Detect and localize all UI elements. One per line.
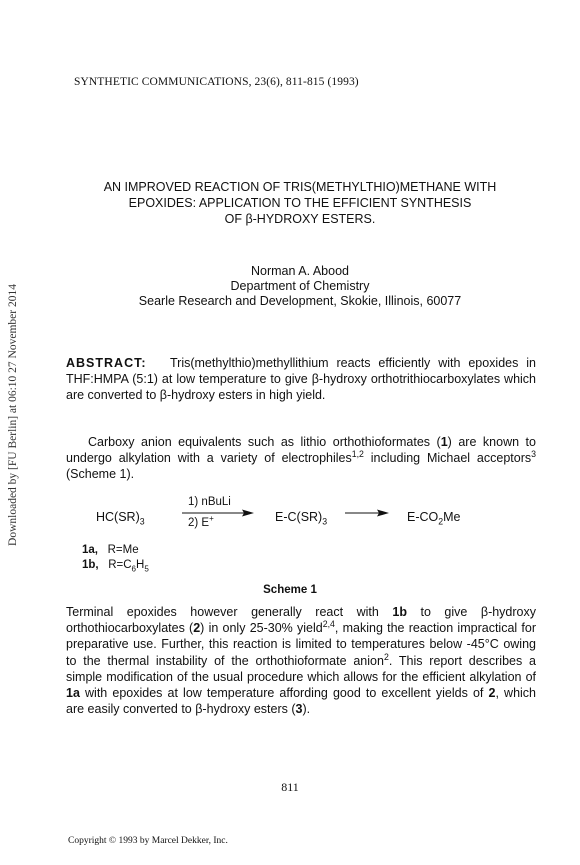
definition-text: H: [136, 559, 145, 571]
definition-text: R=Me: [107, 544, 139, 556]
citation-superscript: 3: [531, 449, 536, 460]
copyright-notice: Copyright © 1993 by Marcel Dekker, Inc.: [68, 836, 228, 846]
scheme-reactant: [96, 510, 145, 527]
abstract-label: ABSTRACT:: [66, 356, 147, 370]
body-text: Terminal epoxides however generally react with: [66, 605, 393, 619]
product-formula-tail: Me: [443, 510, 461, 524]
scheme-intermediate: [275, 510, 328, 527]
definition-1a: [82, 544, 139, 556]
compound-ref: 2: [193, 621, 201, 636]
title-line-1: AN IMPROVED REACTION OF TRIS(METHYLTHIO)METHANE WITH: [103, 180, 497, 194]
body-paragraph: [66, 604, 536, 717]
journal-citation: SYNTHETIC COMMUNICATIONS, 23(6), 811-815 (1993): [74, 76, 359, 88]
compound-ref: 1: [440, 435, 448, 449]
body-text: ).: [302, 702, 311, 717]
reagent-step-2-charge: +: [209, 514, 214, 524]
product-formula: E-CO: [407, 510, 439, 524]
product-subscript: 2: [438, 516, 444, 527]
intro-paragraph: [66, 434, 536, 483]
citation-superscript: 2: [383, 651, 389, 662]
reagent-step-2: [188, 514, 214, 529]
body-text: with epoxides at low temperature affording good to excellent yields of: [79, 686, 489, 701]
reagent-step-1: 1) nBuLi: [188, 496, 231, 508]
compound-ref: 3: [295, 702, 303, 717]
body-text: ) in only 25-30% yield: [200, 621, 323, 636]
intro-text: (Scheme 1).: [66, 467, 135, 482]
download-watermark: [6, 215, 20, 615]
reagent-step-2-text: 2) E: [188, 517, 210, 529]
formula-subscript: 6: [131, 564, 137, 574]
compound-ref: 1a: [66, 686, 80, 701]
author-dept: Department of Chemistry: [230, 279, 370, 293]
body-text: , which are easily converted to β-hydroxy esters (: [66, 686, 536, 717]
scheme-caption: Scheme 1: [263, 584, 317, 596]
title-line-2: EPOXIDES: APPLICATION TO THE EFFICIENT SYNTHESIS: [128, 196, 472, 210]
formula-subscript: 5: [144, 564, 149, 574]
compound-id: 1b,: [82, 559, 99, 571]
reaction-scheme: [70, 492, 540, 582]
intro-text: including Michael acceptors: [363, 451, 532, 466]
compound-ref: 1b: [392, 605, 407, 619]
reactant-formula: HC(SR): [96, 510, 140, 524]
body-text: to give β-hydroxy orthothiocarboxylates (: [66, 605, 536, 636]
author-block: [60, 264, 540, 309]
intermediate-subscript: 3: [322, 516, 328, 527]
reactant-subscript: 3: [139, 516, 145, 527]
body-text: , making the reaction impractical for preparative use. Further, this reaction is limited to temperatures below -45°C owing to the thermal instability of the orthothioformate anion: [66, 621, 536, 668]
compound-ref: 2: [488, 686, 496, 701]
page-number: 811: [281, 780, 299, 794]
title-line-3: OF β-HYDROXY ESTERS.: [224, 212, 376, 226]
abstract-text: Tris(methylthio)methyllithium reacts efficiently with epoxides in THF:HMPA (5:1) at low temperature to give β-hydroxy orthotrithiocarboxylates which are converted to β-hydroxy esters in high yield.: [66, 356, 536, 403]
reaction-arrow-2: [345, 508, 389, 518]
download-watermark-text: Downloaded by [FU Berlin] at 06:10 27 November 2014: [7, 284, 19, 546]
intermediate-formula: E-C(SR): [275, 510, 323, 524]
definition-text: R=C: [108, 559, 132, 571]
compound-id: 1a,: [82, 544, 98, 556]
citation-superscript: 2,4: [322, 619, 335, 630]
author-name: Norman A. Abood: [251, 264, 349, 278]
intro-text: ) are known to undergo alkylation with a variety of electrophiles: [66, 435, 536, 466]
scheme-product: [407, 510, 461, 527]
definition-1b: [82, 559, 149, 574]
reaction-arrow-1: [182, 508, 254, 518]
author-affiliation: Searle Research and Development, Skokie, Illinois, 60077: [138, 294, 462, 308]
abstract: [66, 355, 536, 404]
intro-text: Carboxy anion equivalents such as lithio orthothioformates (: [88, 435, 441, 449]
citation-superscript: 1,2: [351, 449, 364, 460]
article-title: [60, 179, 540, 227]
body-text: . This report describes a simple modification of the usual procedure which allows for the efficient alkylation of: [66, 653, 536, 684]
